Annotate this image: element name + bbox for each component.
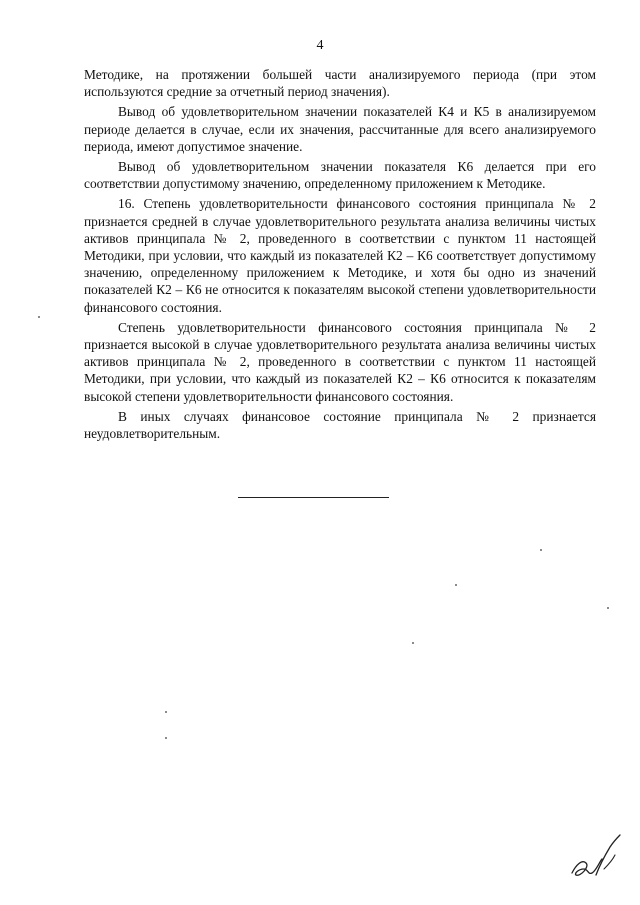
paragraph-16: 16. Степень удовлетворительности финансового состояния принципала № 2 признается средней в случае удовлетворительного результата анализа величины чистых активов принципала № 2, проведенного в соответствии с пунктом 11 настоящей Методики, при условии, что каждый из показателей К2 – К6 соответствует допустимому значению, определенному приложением к Методике, и хотя бы одно из значений показателей К2 – К6 не относится к показателям высокой степени удовлетворительности финансового состояния. (84, 196, 596, 315)
paragraph-k4-k5: Вывод об удовлетворительном значении показателей К4 и К5 в анализируемом периоде делается в случае, если их значения, рассчитанные для всего анализируемого периода, имеют допустимое значение. (84, 104, 596, 154)
paragraph-continuation: Методике, на протяжении большей части анализируемого периода (при этом используются средние за отчетный период значения). (84, 67, 596, 100)
page-number: 4 (316, 38, 324, 53)
paragraph-other-cases: В иных случаях финансовое состояние принципала № 2 признается неудовлетворительным. (84, 408, 596, 442)
paragraph-high-degree: Степень удовлетворительности финансового состояния принципала № 2 признается высокой в случае удовлетворительного результата анализа величины чистых активов принципала № 2, проведенного в соответствии с пунктом 11 настоящей Методики, при условии, что каждый из показателей К2 – К6 относится к показателям высокой степени удовлетворительности финансового состояния. (84, 319, 596, 404)
scan-speck (165, 737, 167, 739)
body-text (84, 66, 596, 445)
scan-speck (455, 584, 457, 586)
paragraph-k6: Вывод об удовлетворительном значении показателя К6 делается при его соответствии допустимому значению, определенному приложением к Методике. (84, 159, 596, 192)
end-separator-line (238, 497, 389, 498)
handwritten-signature-icon (566, 829, 624, 887)
scan-speck (165, 711, 167, 713)
scan-speck (38, 316, 40, 318)
scan-speck (540, 549, 542, 551)
scan-speck (607, 607, 609, 609)
scan-speck (412, 642, 414, 644)
